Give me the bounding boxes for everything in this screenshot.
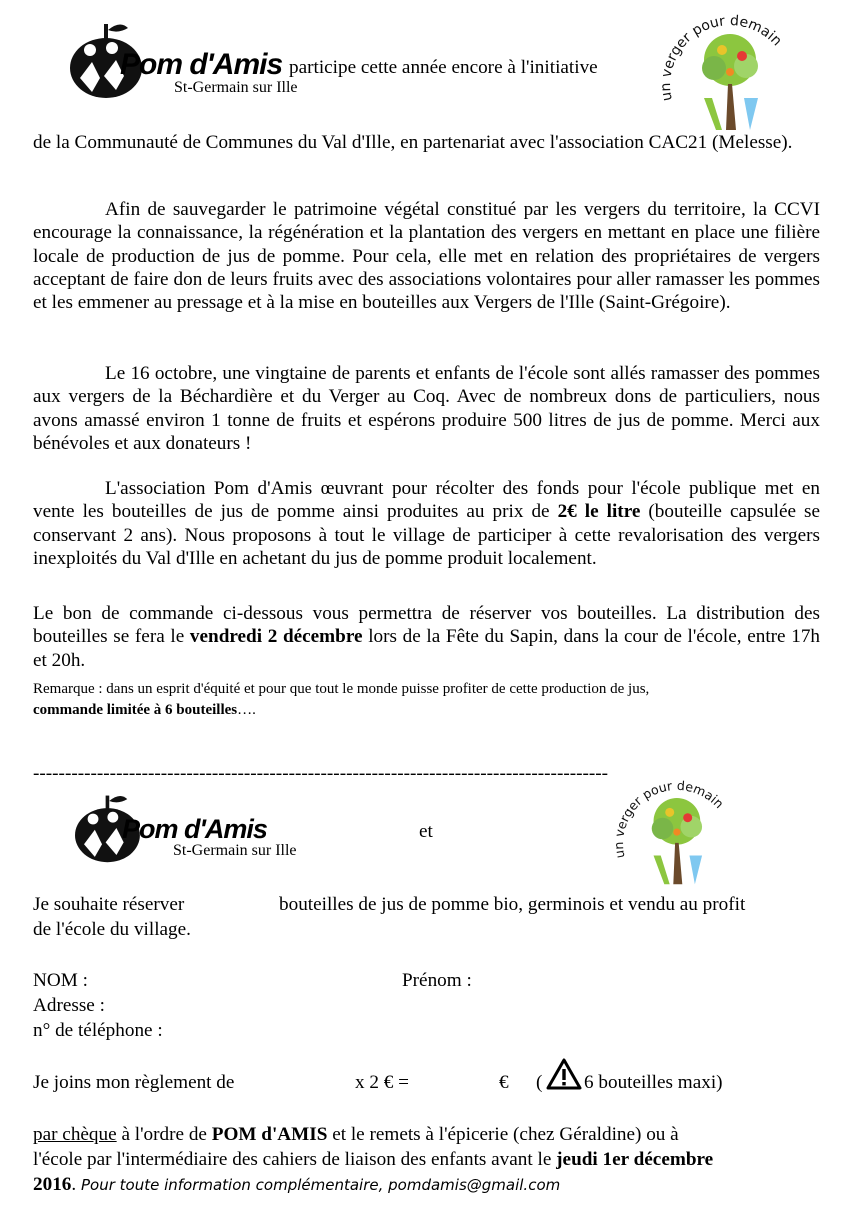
- verger-logo-small: [614, 778, 738, 888]
- nom-field[interactable]: [100, 969, 390, 993]
- pom-logo-text: Pom d'Amis: [120, 48, 283, 81]
- nom-label: NOM :: [33, 970, 88, 991]
- pom-logo-subtitle-small: [173, 842, 297, 860]
- reserve-label: Je souhaite réserver: [33, 894, 185, 915]
- adresse-label: Adresse :: [33, 995, 105, 1016]
- reserve-text: bouteilles de jus de pomme bio, germinois et vendu au profit: [279, 894, 746, 915]
- pom-logo-sub: St-Germain sur Ille: [174, 79, 298, 96]
- footer-line-2: [33, 1148, 713, 1172]
- paragraph-distribution: [33, 602, 820, 672]
- paragraph-ramassage: Le 16 octobre, une vingtaine de parents et enfants de l'école sont allés ramasser des pommes aux vergers de la Béchardière et du Verger au Coq. Avec de nombreux dons de particuliers, nous avons amassé environ 1 tonne de fruits et espérons produire 500 litres de jus de pomme. Merci aux bénévoles et aux donateurs !: [33, 363, 820, 454]
- payee: POM d'AMIS: [211, 1124, 328, 1145]
- distribution-text-b: lors de la Fête du Sapin, dans la cour de l'école, entre 17h et 20h.: [33, 626, 821, 671]
- pom-logo-wordmark: [120, 48, 282, 82]
- pom-logo-wordmark-small: [122, 814, 267, 845]
- quantity-field[interactable]: [212, 893, 274, 917]
- price: 2€ le litre: [557, 501, 641, 523]
- telephone-field[interactable]: [186, 1019, 816, 1043]
- contact-info: Pour toute information complémentaire, pomdamis@gmail.com: [80, 1176, 561, 1194]
- pom-logo-sub-small: St-Germain sur Ille: [173, 842, 297, 859]
- footer-text-c: l'école par l'intermédiaire des cahiers de liaison des enfants avant le: [33, 1149, 557, 1170]
- distribution-text-a: Le bon de commande ci-dessous vous permettra de réserver vos bouteilles. La distribution des bouteilles se fera le: [33, 603, 820, 648]
- verger-logo-text-small: erger pour demain: [614, 778, 727, 832]
- prenom-field[interactable]: [486, 969, 816, 993]
- remark-line-2: [33, 700, 256, 720]
- telephone-label: n° de téléphone :: [33, 1020, 163, 1041]
- cheque-label: par chèque: [33, 1124, 117, 1145]
- payment-label: Je joins mon règlement de: [33, 1072, 235, 1093]
- footer-dot: .: [71, 1174, 81, 1195]
- vente-text-a: L'association Pom d'Amis œuvrant pour récolter des fonds pour l'école publique met en vente les bouteilles de jus de pomme ainsi produites au prix de: [33, 478, 820, 523]
- form-et: et: [419, 821, 433, 842]
- payment-paren: (: [536, 1072, 543, 1093]
- cut-line: ------------------------------------------------------------------------------------------: [33, 763, 609, 784]
- payment-quantity-field[interactable]: [270, 1071, 350, 1095]
- payment-multiplier: x 2 € =: [355, 1072, 409, 1093]
- pom-logo-subtitle: [174, 79, 298, 97]
- verger-logo: [660, 14, 798, 132]
- footer-line-1: [33, 1123, 679, 1147]
- vente-text-b: (bouteille capsulée se conservant 2 ans). Nous proposons à tout le village de participer à cette revalorisation des vergers inexploités du Val d'Ille en achetant du jus de pomme produit localement.: [33, 501, 820, 569]
- footer-text-b: et le remets à l'épicerie (chez Géraldine) ou à: [327, 1124, 679, 1145]
- footer-line-3: [33, 1173, 560, 1197]
- footer-text-a: à l'ordre de: [116, 1124, 212, 1145]
- header-intro: participe cette année encore à l'initiative: [289, 57, 598, 78]
- remark-ellipsis: ….: [237, 702, 256, 718]
- remark-line-1: Remarque : dans un esprit d'équité et pour que tout le monde puisse profiter de cette production de jus,: [33, 681, 650, 697]
- distribution-date: vendredi 2 décembre: [189, 626, 363, 648]
- adresse-field[interactable]: [120, 994, 816, 1018]
- pom-logo-text-small: Pom d'Amis: [122, 814, 267, 844]
- warning-icon: [546, 1058, 582, 1090]
- deadline: jeudi 1er décembre: [556, 1149, 714, 1170]
- reserve-text-cont: de l'école du village.: [33, 919, 191, 940]
- paragraph-patrimoine: Afin de sauvegarder le patrimoine végétal constitué par les vergers du territoire, la CCVI encourage la connaissance, la régénération et la plantation des vergers en mettant en place une filière locale de production de jus de pomme. Pour cela, elle met en relation des propriétaires de vergers acceptant de faire don de leurs fruits avec des associations volontaires pour aller ramasser les pommes et les emmener au pressage et à la mise en bouteilles aux Vergers de l'Ille (Saint-Grégoire).: [33, 199, 820, 314]
- verger-logo-text: u verger pour demain: [660, 14, 785, 103]
- payment-currency: €: [499, 1072, 509, 1093]
- deadline-year: 2016: [33, 1174, 72, 1195]
- prenom-label: Prénom :: [402, 970, 472, 991]
- paragraph-intro: de la Communauté de Communes du Val d'Ille, en partenariat avec l'association CAC21 (Melesse).: [33, 132, 793, 153]
- remark-limit: commande limitée à 6 bouteilles: [33, 702, 238, 718]
- payment-max: 6 bouteilles maxi): [584, 1072, 723, 1093]
- paragraph-vente: [33, 477, 820, 570]
- payment-total-field[interactable]: [424, 1071, 494, 1095]
